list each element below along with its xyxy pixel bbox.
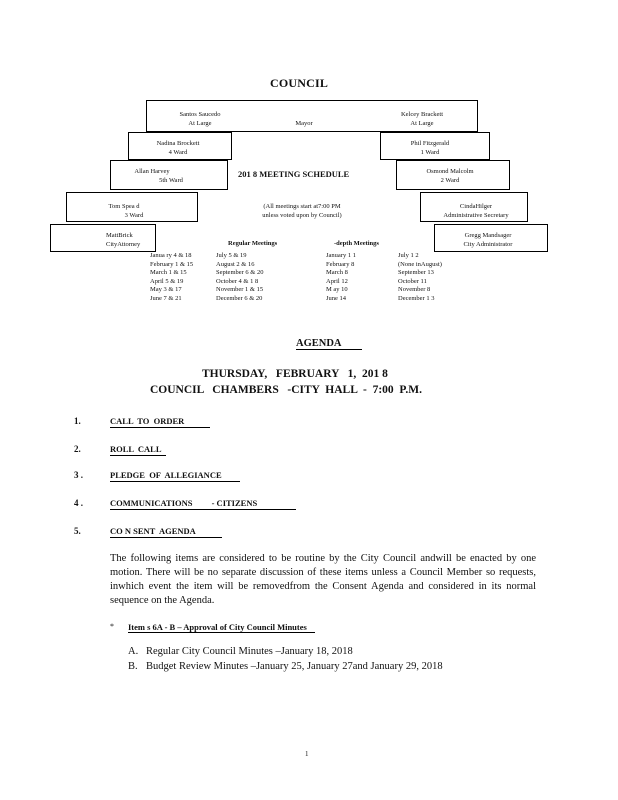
- agenda-heading: AGENDA: [296, 338, 362, 350]
- item-roll-call: ROLL CALL: [110, 444, 166, 456]
- item-number: 3 .: [74, 470, 83, 480]
- item-number: 5.: [74, 526, 81, 536]
- schedule-cell: (None inAugust): [398, 260, 442, 268]
- cinda-role: Administrative Secretary: [443, 211, 509, 219]
- item-call-to-order: CALL TO ORDER: [110, 416, 210, 428]
- schedule-cell: November 1 & 15: [216, 286, 264, 293]
- gregg-name: Gregg Mandsager: [464, 232, 512, 239]
- schedule-note-1: (All meetings start at7:00 PM: [263, 203, 341, 210]
- schedule-cell: December 1 3: [398, 294, 435, 302]
- schedule-cell: July 1 2: [398, 252, 419, 259]
- item-consent-agenda: CO N SENT AGENDA: [110, 526, 222, 538]
- schedule-cell: July 5 & 19: [216, 252, 247, 259]
- schedule-cell: M ay 10: [326, 286, 348, 293]
- meeting-place: COUNCIL CHAMBERS -CITY HALL - 7:00 P.M.: [150, 384, 422, 396]
- schedule-cell: May 3 & 17: [150, 286, 182, 293]
- schedule-cell: January 1 1: [326, 252, 356, 259]
- phil-entry: [390, 140, 470, 157]
- consent-paragraph: The following items are considered to be routine by the City Council andwill be enacted by one motion. There will be no separate discussion of these items unless a Council Member so requests, inwhich event the item will be removedfrom the Consent Agenda and considered in its normal sequence on the Agenda.: [110, 553, 536, 606]
- allan-entry: [112, 168, 192, 185]
- matt-role: CityAttorney: [106, 240, 141, 248]
- schedule-cell: February 1 & 15: [150, 260, 194, 268]
- schedule-cell: June 14: [326, 294, 347, 302]
- schedule-cell: March 8: [326, 269, 348, 276]
- item-number: 2.: [74, 444, 81, 454]
- santos-role: At Large: [188, 119, 212, 127]
- minutes-a: Regular City Council Minutes –January 18, 2018: [146, 646, 353, 657]
- schedule-cell: December 6 & 20: [216, 294, 263, 302]
- sub-bullet: *: [110, 622, 114, 631]
- schedule-cell: April 5 & 19: [150, 277, 184, 285]
- sub-item-approval: Item s 6A - B – Approval of City Council Minutes: [128, 622, 315, 633]
- schedule-cell: August 2 & 16: [216, 260, 255, 268]
- meeting-date: THURSDAY, FEBRUARY 1, 201 8: [202, 368, 388, 380]
- kelcey-name: Kelcey Brackett: [400, 111, 444, 118]
- minutes-a-letter: A.: [128, 646, 139, 657]
- nadina-name: Nadina Brockett: [156, 140, 200, 147]
- page-number: 1: [305, 750, 309, 758]
- schedule-cell: October 11: [398, 277, 427, 285]
- depth-col-1: [326, 252, 356, 303]
- minutes-b-letter: B.: [128, 661, 138, 672]
- santos-name: Santos Saucedo: [179, 111, 221, 118]
- tom-role: 3 Ward: [124, 211, 144, 219]
- schedule-cell: March 1 & 15: [150, 269, 187, 276]
- osmond-role: 2 Ward: [440, 176, 460, 184]
- santos-entry: [160, 111, 240, 128]
- osmond-name: Osmond Malcolm: [426, 168, 474, 175]
- phil-role: 1 Ward: [420, 148, 440, 156]
- kelcey-entry: [382, 111, 462, 128]
- mayor-label: Mayor: [295, 120, 313, 127]
- schedule-cell: February 8: [326, 260, 355, 268]
- regular-col-1: [150, 252, 193, 303]
- schedule-cell: April 12: [326, 277, 348, 285]
- gregg-entry: [448, 232, 528, 249]
- cinda-name: CindaHilger: [459, 203, 493, 210]
- item-number: 1.: [74, 416, 81, 426]
- cinda-entry: [428, 203, 524, 220]
- matt-entry: [106, 232, 140, 249]
- minutes-b: Budget Review Minutes –January 25, January 27and January 29, 2018: [146, 661, 443, 672]
- schedule-cell: September 6 & 20: [216, 269, 264, 276]
- nadina-entry: [138, 140, 218, 157]
- schedule-note: [232, 203, 372, 220]
- regular-col-2: [216, 252, 263, 303]
- tom-entry: [84, 203, 164, 220]
- schedule-title: 201 8 MEETING SCHEDULE: [238, 169, 350, 179]
- schedule-cell: June 7 & 21: [150, 294, 182, 302]
- matt-name: MattBrick: [106, 232, 133, 239]
- item-pledge: PLEDGE OF ALLEGIANCE: [110, 470, 240, 482]
- allan-role: 5th Ward: [159, 176, 183, 184]
- osmond-entry: [410, 168, 490, 185]
- depth-heading: -depth Meetings: [334, 240, 379, 247]
- council-title: COUNCIL: [270, 76, 329, 90]
- tom-name: Tom Spea d: [108, 203, 140, 210]
- phil-name: Phil Fitzgerald: [410, 140, 450, 147]
- item-number: 4 .: [74, 498, 83, 508]
- schedule-cell: September 13: [398, 269, 434, 276]
- schedule-note-2: unless voted upon by Council): [262, 211, 342, 219]
- item-communications: COMMUNICATIONS - CITIZENS: [110, 498, 296, 510]
- nadina-role: 4 Ward: [168, 148, 188, 156]
- schedule-cell: November 8: [398, 286, 431, 293]
- gregg-role: City Administrator: [463, 240, 513, 248]
- regular-heading: Regular Meetings: [228, 240, 278, 247]
- schedule-cell: October 4 & 1 8: [216, 277, 259, 285]
- kelcey-role: At Large: [410, 119, 434, 127]
- depth-col-2: [398, 252, 442, 303]
- allan-name: Allan Harvey: [134, 168, 170, 175]
- schedule-cell: Janua ry 4 & 18: [150, 252, 192, 259]
